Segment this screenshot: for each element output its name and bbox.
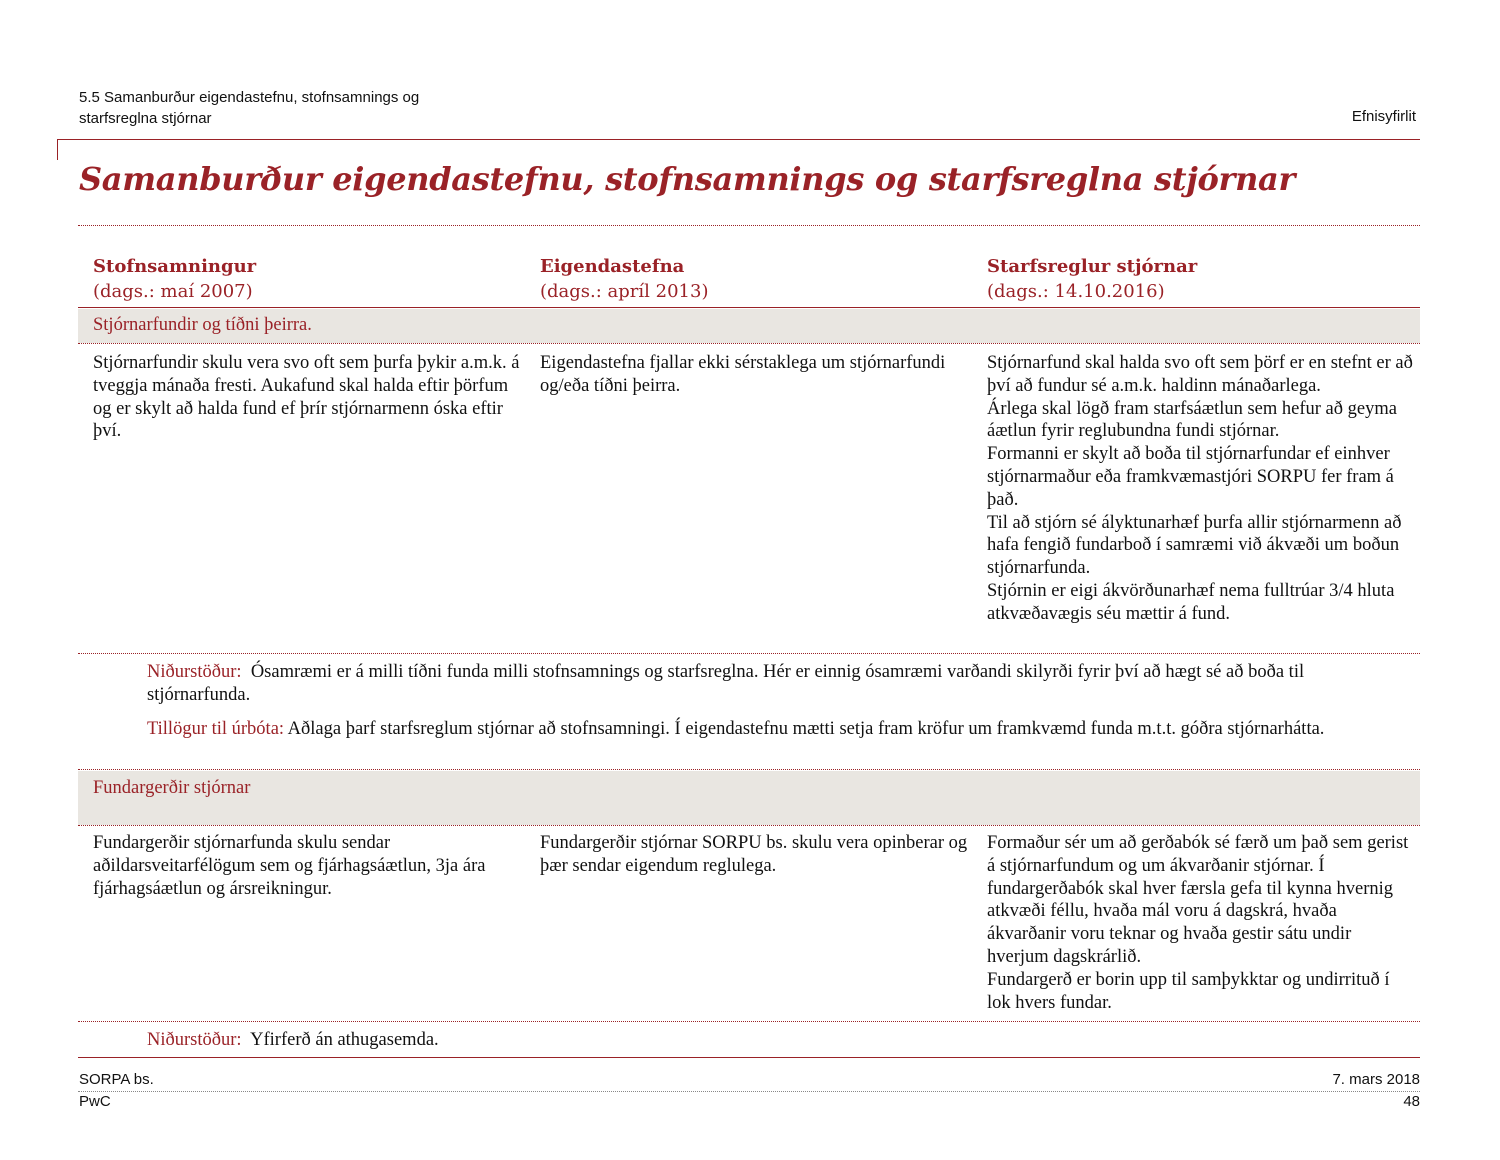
header-tick <box>57 139 58 160</box>
cell-text: Árlega skal lögð fram starfsáætlun sem hefur að geyma áætlun fyrir reglubundna fundi stjórnar. <box>987 398 1397 442</box>
page-number: 48 <box>1403 1093 1420 1110</box>
section-heading: Fundargerðir stjórnar <box>93 778 251 798</box>
cell-text: Stjórnarfundir skulu vera svo oft sem þurfa þykir a.m.k. á tveggja mánaða fresti. Aukafund skal halda eftir þörfum og er skylt að halda fund ef þrír stjórnarmenn óska eftir því. <box>93 353 520 442</box>
column-name: Starfsreglur stjórnar <box>987 256 1198 277</box>
column-header-eigendastefna <box>540 254 708 304</box>
cell-text: Formaður sér um að gerðabók sé færð um það sem gerist á stjórnarfundum og um ákvarðanir stjórnar. Í fundargerðabók skal hver færsla gefa til kynna hvernig atkvæði féllu, hvaða mál voru á dagskrá, hvaða ákvarðanir voru teknar og hvaða gestir sátu undir hverjum dagskrárlið. <box>987 833 1409 967</box>
page-title: Samanburður eigendastefnu, stofnsamnings og starfsreglna stjórnar <box>79 160 1296 198</box>
divider <box>78 1021 1420 1022</box>
footer-firm: PwC <box>79 1093 111 1110</box>
conclusion <box>147 661 1387 707</box>
conclusion-label: Niðurstöður: <box>147 662 242 682</box>
breadcrumb-line-1: 5.5 Samanburður eigendastefnu, stofnsamnings og <box>79 89 420 106</box>
cell-eigendastefna <box>540 352 970 398</box>
cell-text: Stjórnin er eigi ákvörðunarhæf nema fulltrúar 3/4 hluta atkvæðavægis séu mættir á fund. <box>987 580 1395 624</box>
cell-starfsreglur <box>987 832 1417 1014</box>
cell-text: Fundargerðir stjórnar SORPU bs. skulu vera opinberar og þær sendar eigendum reglulega. <box>540 833 968 876</box>
conclusion-label: Niðurstöður: <box>147 1030 242 1050</box>
section-heading: Stjórnarfundir og tíðni þeirra. <box>93 315 312 335</box>
cell-text: Fundargerðir stjórnarfunda skulu sendar aðildarsveitarfélögum sem og fjárhagsáætlun, 3ja ára fjárhagsáætlun og ársreikningur. <box>93 833 486 899</box>
section-breadcrumb <box>79 87 419 129</box>
improvement-text: Aðlaga þarf starfsreglum stjórnar að stofnsamningi. Í eigendastefnu mætti setja fram kröfur um framkvæmd funda m.t.t. góðra stjórnarhátta. <box>287 719 1325 739</box>
column-date: (dags.: apríl 2013) <box>540 281 709 302</box>
conclusion-text: Yfirferð án athugasemda. <box>250 1030 439 1050</box>
column-name: Eigendastefna <box>540 256 685 277</box>
column-date: (dags.: 14.10.2016) <box>987 281 1165 302</box>
column-name: Stofnsamningur <box>93 256 257 277</box>
header-rule <box>57 139 1420 140</box>
breadcrumb-line-2: starfsreglna stjórnar <box>79 110 212 127</box>
cell-stofnsamningur <box>93 352 523 443</box>
divider <box>78 343 1420 344</box>
footer-rule <box>78 1057 1420 1058</box>
improvement-label: Tillögur til úrbóta: <box>147 719 285 739</box>
cell-text: Stjórnarfund skal halda svo oft sem þörf er en stefnt er að því að fundur sé a.m.k. haldinn mánaðarlega. <box>987 353 1413 396</box>
divider <box>78 225 1420 226</box>
section-heading-band <box>78 771 1420 825</box>
cell-eigendastefna <box>540 832 970 878</box>
conclusion <box>147 1029 1387 1052</box>
cell-text: Fundargerð er borin upp til samþykktar og undirrituð í lok hvers fundar. <box>987 969 1390 1013</box>
divider <box>78 825 1420 826</box>
conclusion-text: Ósamræmi er á milli tíðni funda milli stofnsamnings og starfsreglna. Hér er einnig ósamræmi varðandi skilyrði fyrir því að hægt sé að boða til stjórnarfunda. <box>147 662 1305 705</box>
divider <box>78 653 1420 654</box>
cell-stofnsamningur <box>93 832 523 900</box>
footer-date: 7. mars 2018 <box>1332 1071 1420 1088</box>
toc-link[interactable]: Efnisyfirlit <box>1351 108 1416 125</box>
column-date: (dags.: maí 2007) <box>93 281 253 302</box>
footer-org: SORPA bs. <box>79 1071 154 1088</box>
divider <box>78 307 1420 308</box>
cell-starfsreglur <box>987 352 1417 626</box>
cell-text: Til að stjórn sé ályktunarhæf þurfa allir stjórnarmenn að hafa fengið fundarboð í samræmi við ákvæði um boðun stjórnarfunda. <box>987 512 1402 579</box>
improvement <box>147 718 1387 741</box>
footer-divider <box>78 1091 1420 1092</box>
cell-text: Eigendastefna fjallar ekki sérstaklega um stjórnarfundi og/eða tíðni þeirra. <box>540 353 946 396</box>
cell-text: Formanni er skylt að boða til stjórnarfundar ef einhver stjórnarmaður eða framkvæmastjóri SORPU fer fram á það. <box>987 444 1394 510</box>
divider <box>78 769 1420 770</box>
column-header-starfsreglur <box>987 254 1197 304</box>
column-header-stofnsamningur <box>93 254 256 304</box>
section-heading-band <box>78 309 1420 343</box>
